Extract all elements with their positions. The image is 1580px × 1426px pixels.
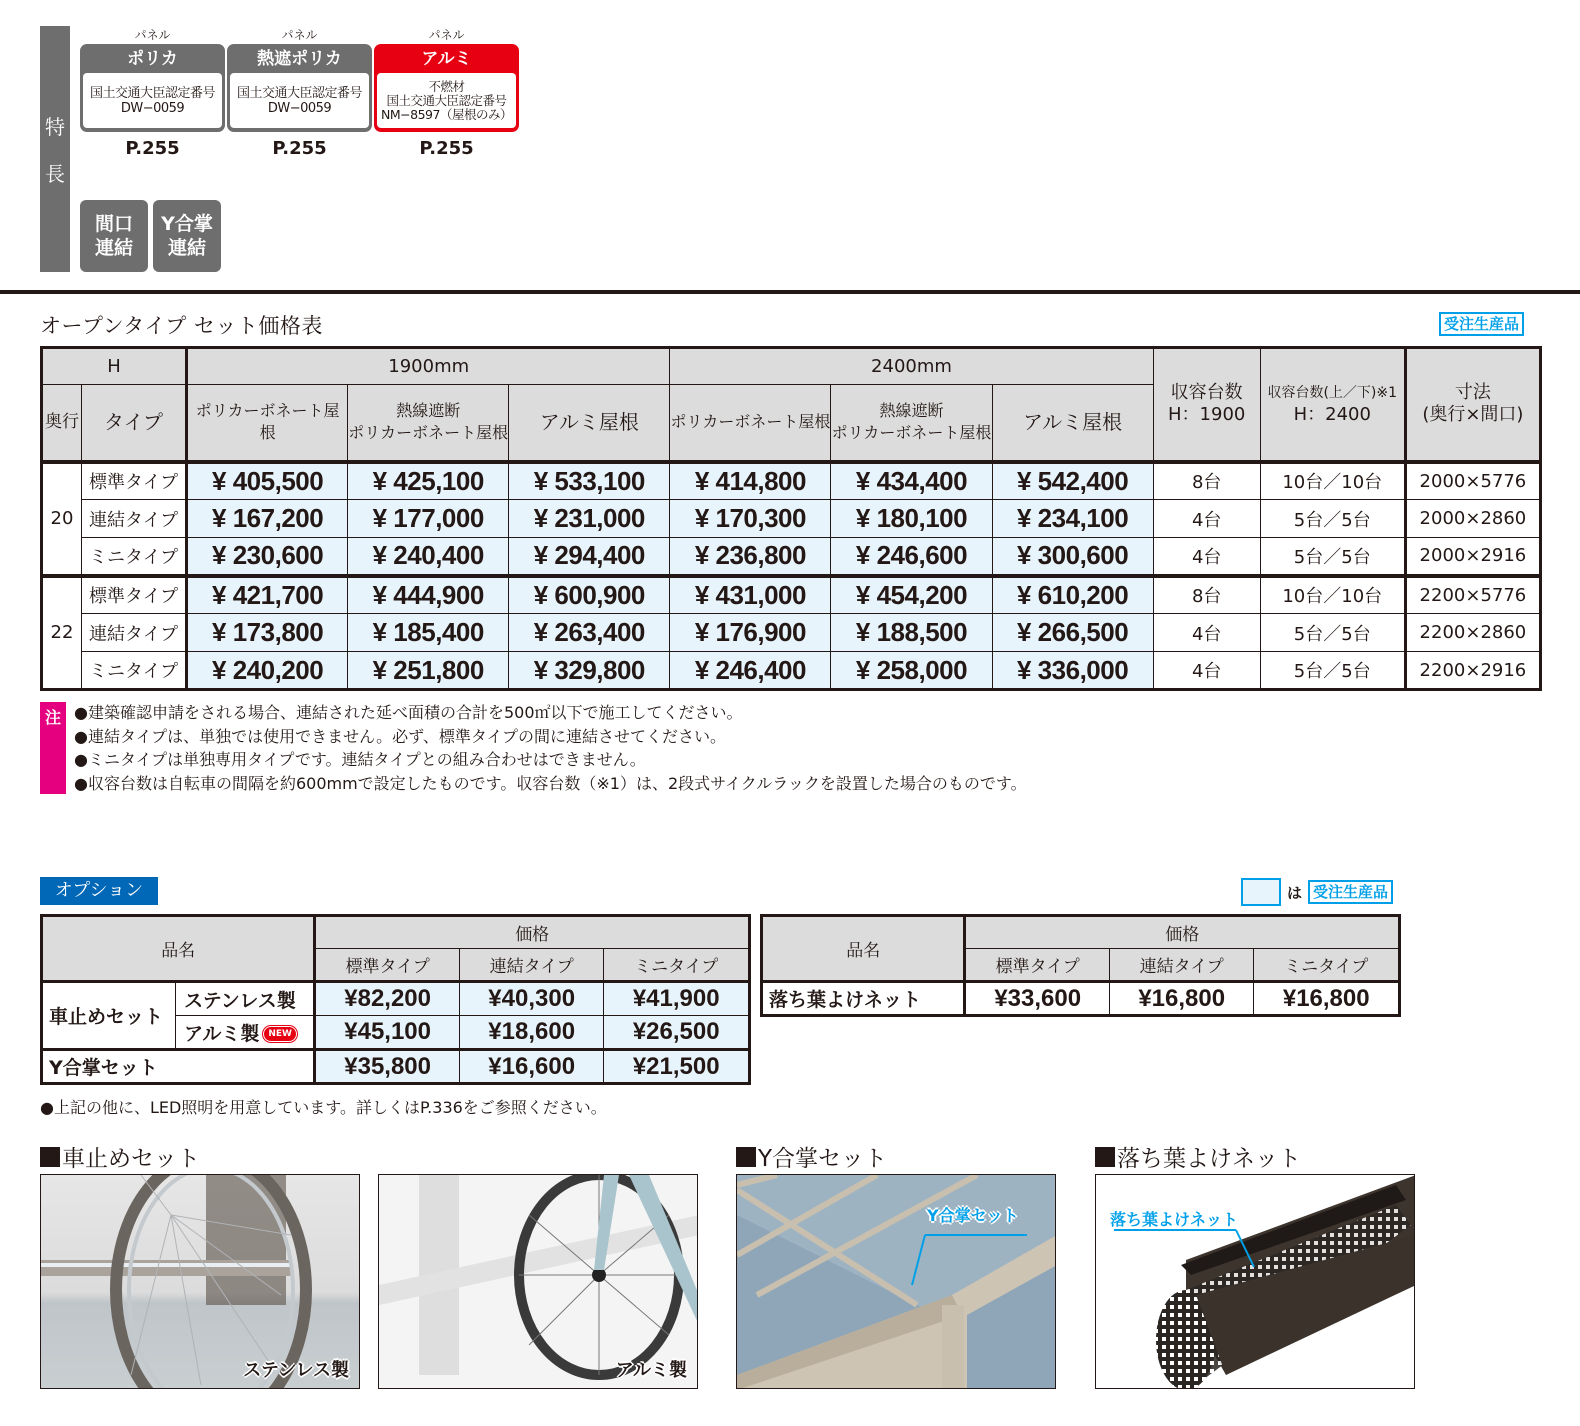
features-side-label	[40, 26, 70, 272]
panel-body-line: 国土交通大臣認定番号	[89, 85, 215, 101]
size-cell: 2000×2916	[1405, 538, 1540, 576]
legend-swatch	[1241, 878, 1281, 906]
panel-caption: パネル	[428, 28, 465, 42]
price-cell: ¥41,900	[604, 982, 750, 1016]
panel-body	[230, 73, 369, 128]
header-line: 収容台数	[1170, 382, 1243, 404]
square-bullet-icon	[1095, 1147, 1115, 1167]
header-line: 収容台数(上／下)※1	[1267, 385, 1398, 402]
note-mark: 注	[40, 702, 66, 794]
table-row	[762, 982, 1400, 1016]
capacity-cell: 10台／10台	[1260, 576, 1405, 614]
y-gassho-photo	[736, 1174, 1056, 1389]
leaf-net-title	[1095, 1140, 1301, 1173]
table-row	[42, 652, 1541, 690]
panel-body	[377, 73, 516, 128]
header-linked: 連結タイプ	[459, 949, 604, 982]
price-cell: ¥35,800	[315, 1050, 460, 1084]
capacity-cell: 5台／5台	[1260, 500, 1405, 538]
price-table	[40, 346, 1542, 691]
panel-body	[83, 73, 222, 128]
panel-page-ref[interactable]: P.255	[419, 138, 474, 159]
header-line: 熱線遮断	[879, 401, 944, 421]
capacity-cell: 4台	[1153, 614, 1260, 652]
options-table-left	[40, 914, 751, 1085]
made-to-order-badge: 受注生産品	[1439, 312, 1524, 336]
size-cell: 2200×2860	[1405, 614, 1540, 652]
price-cell: ¥ 600,900	[509, 576, 670, 614]
header-capacity-1900	[1153, 348, 1260, 462]
price-cell: ¥40,300	[459, 982, 604, 1016]
header-linked: 連結タイプ	[1109, 949, 1254, 982]
capacity-cell: 4台	[1153, 538, 1260, 576]
panel-body-line: DW−0059	[267, 100, 332, 116]
square-bullet-icon	[40, 1147, 60, 1167]
table-row	[42, 462, 1541, 500]
type-cell: 連結タイプ	[82, 500, 187, 538]
size-cell: 2000×2860	[1405, 500, 1540, 538]
header-roof-poly-2400: ポリカーボネート屋根	[670, 385, 831, 462]
price-cell: ¥ 234,100	[992, 500, 1153, 538]
side-label-char: 長	[45, 162, 65, 186]
table-row	[42, 576, 1541, 614]
price-cell: ¥ 236,800	[670, 538, 831, 576]
note-item: ●収容台数は自転車の間隔を約600mmで設定したものです。収容台数（※1）は、2段式サイクルラックを設置した場合のものです。	[74, 773, 1027, 793]
side-label-char: 特	[45, 115, 65, 139]
price-cell: ¥ 231,000	[509, 500, 670, 538]
type-cell: ミニタイプ	[82, 652, 187, 690]
header-standard: 標準タイプ	[315, 949, 460, 982]
panel-heat-polyca	[227, 26, 372, 159]
capacity-cell: 8台	[1153, 462, 1260, 500]
price-cell: ¥ 246,600	[831, 538, 992, 576]
y-gassho-label: Y合掌セット	[42, 1050, 315, 1084]
panel-box	[80, 44, 225, 132]
variant-cell	[176, 1016, 315, 1050]
title-text: 車止めセット	[62, 1146, 200, 1172]
depth-cell: 22	[42, 576, 82, 690]
wheel-stop-stainless-photo	[40, 1174, 360, 1389]
panel-caption: パネル	[134, 28, 171, 42]
table-row	[42, 614, 1541, 652]
price-cell: ¥33,600	[965, 982, 1110, 1016]
price-cell: ¥ 425,100	[348, 462, 509, 500]
header-price: 価格	[965, 916, 1400, 949]
tag-line: Y合掌	[161, 213, 213, 235]
capacity-cell: 5台／5台	[1260, 538, 1405, 576]
section-divider	[0, 290, 1580, 294]
header-line: 寸法	[1454, 382, 1491, 404]
panel-body-line: 国土交通大臣認定番号	[236, 85, 362, 101]
price-cell: ¥ 336,000	[992, 652, 1153, 690]
panel-page-ref[interactable]: P.255	[272, 138, 327, 159]
options-table-right	[760, 914, 1401, 1017]
capacity-cell: 4台	[1153, 500, 1260, 538]
price-table-title: オープンタイプ セット価格表	[40, 314, 323, 338]
wheel-stop-alumi-photo	[378, 1174, 698, 1389]
panel-body-line: NM−8597（屋根のみ）	[381, 106, 512, 122]
header-name: 品名	[762, 916, 965, 982]
price-cell: ¥ 246,400	[670, 652, 831, 690]
size-cell: 2200×2916	[1405, 652, 1540, 690]
title-text: Y合掌セット	[758, 1146, 888, 1172]
price-cell: ¥ 230,600	[187, 538, 348, 576]
price-cell: ¥ 170,300	[670, 500, 831, 538]
photo-label: ステンレス製	[243, 1360, 349, 1381]
header-h: H	[42, 348, 187, 385]
header-depth: 奥行	[42, 385, 82, 462]
price-cell: ¥ 405,500	[187, 462, 348, 500]
header-name: 品名	[42, 916, 315, 982]
panel-caption: パネル	[281, 28, 318, 42]
capacity-cell: 4台	[1153, 652, 1260, 690]
price-cell: ¥ 300,600	[992, 538, 1153, 576]
size-cell: 2000×5776	[1405, 462, 1540, 500]
capacity-cell: 5台／5台	[1260, 614, 1405, 652]
price-cell: ¥18,600	[459, 1016, 604, 1050]
price-cell: ¥ 444,900	[348, 576, 509, 614]
price-cell: ¥ 266,500	[992, 614, 1153, 652]
header-group-2400: 2400mm	[670, 348, 1153, 385]
made-to-order-badge: 受注生産品	[1308, 880, 1393, 904]
header-type: タイプ	[82, 385, 187, 462]
notes-list	[74, 701, 1027, 795]
header-roof-heat-2400	[831, 385, 992, 462]
panel-page-ref[interactable]: P.255	[125, 138, 180, 159]
header-size	[1405, 348, 1540, 462]
table-row	[42, 1050, 750, 1084]
variant-label: アルミ製	[184, 1022, 260, 1045]
header-roof-alumi-2400: アルミ屋根	[992, 385, 1153, 462]
header-line: ポリカーボネート屋根	[348, 423, 509, 443]
price-cell: ¥ 263,400	[509, 614, 670, 652]
price-cell: ¥ 240,200	[187, 652, 348, 690]
header-roof-alumi-1900: アルミ屋根	[509, 385, 670, 462]
capacity-cell: 10台／10台	[1260, 462, 1405, 500]
variant-cell: ステンレス製	[176, 982, 315, 1016]
type-cell: 標準タイプ	[82, 462, 187, 500]
panel-box	[227, 44, 372, 132]
title-text: 落ち葉よけネット	[1117, 1146, 1301, 1172]
price-cell: ¥82,200	[315, 982, 460, 1016]
price-cell: ¥ 533,100	[509, 462, 670, 500]
note-item: ●連結タイプは、単独では使用できません。必ず、標準タイプの間に連結させてください。	[74, 726, 727, 746]
header-mini: ミニタイプ	[1254, 949, 1400, 982]
leaf-net-photo	[1095, 1174, 1415, 1389]
leaf-net-label: 落ち葉よけネット	[762, 982, 965, 1016]
note-item: ●建築確認申請をされる場合、連結された延べ面積の合計を500㎡以下で施工してください。	[74, 703, 743, 722]
price-cell: ¥ 454,200	[831, 576, 992, 614]
type-cell: ミニタイプ	[82, 538, 187, 576]
price-cell: ¥ 188,500	[831, 614, 992, 652]
table-row	[42, 500, 1541, 538]
header-line: 熱線遮断	[396, 401, 461, 421]
price-cell: ¥ 167,200	[187, 500, 348, 538]
price-cell: ¥ 610,200	[992, 576, 1153, 614]
panel-polyca	[80, 26, 225, 159]
header-price: 価格	[315, 916, 750, 949]
tag-line: 間口	[94, 213, 133, 235]
price-cell: ¥ 431,000	[670, 576, 831, 614]
legend-text: は	[1287, 883, 1303, 902]
leaf-net-callout: 落ち葉よけネット	[1110, 1210, 1239, 1229]
header-line: H：2400	[1293, 404, 1371, 426]
y-gassho-callout: Y合掌セット	[927, 1206, 1019, 1225]
price-cell: ¥26,500	[604, 1016, 750, 1050]
price-cell: ¥ 176,900	[670, 614, 831, 652]
size-cell: 2200×5776	[1405, 576, 1540, 614]
new-badge: NEW	[263, 1026, 297, 1042]
panel-body-line: 国土交通大臣認定番号	[386, 92, 507, 108]
price-cell: ¥ 251,800	[348, 652, 509, 690]
table-row	[42, 982, 750, 1016]
price-cell: ¥ 434,400	[831, 462, 992, 500]
price-cell: ¥ 258,000	[831, 652, 992, 690]
price-cell: ¥ 173,800	[187, 614, 348, 652]
panel-box	[374, 44, 519, 132]
header-mini: ミニタイプ	[604, 949, 750, 982]
header-group-1900: 1900mm	[187, 348, 670, 385]
table-row	[42, 538, 1541, 576]
header-roof-heat-1900	[348, 385, 509, 462]
tag-frontage-link	[80, 200, 148, 272]
price-cell: ¥45,100	[315, 1016, 460, 1050]
price-cell: ¥ 294,400	[509, 538, 670, 576]
note-item: ●ミニタイプは単独専用タイプです。連結タイプとの組み合わせはできません。	[74, 750, 646, 769]
header-line: ポリカーボネート屋根	[831, 423, 992, 443]
header-standard: 標準タイプ	[965, 949, 1110, 982]
options-badge: オプション	[40, 877, 158, 905]
price-cell: ¥ 542,400	[992, 462, 1153, 500]
header-line: H：1900	[1168, 404, 1246, 426]
header-roof-poly-1900: ポリカーボネート屋根	[187, 385, 348, 462]
panel-body-line: 不燃材	[428, 78, 465, 94]
made-to-order-legend	[1241, 878, 1393, 906]
panel-body-line: DW−0059	[120, 100, 185, 116]
price-cell: ¥ 414,800	[670, 462, 831, 500]
panel-title: 熱遮ポリカ	[257, 49, 342, 69]
photo-label: アルミ製	[615, 1360, 687, 1381]
header-capacity-2400	[1260, 348, 1405, 462]
tag-y-gassho-link	[153, 200, 221, 272]
wheel-stop-label: 車止めセット	[42, 982, 176, 1050]
price-cell: ¥16,600	[459, 1050, 604, 1084]
panel-alumi	[374, 26, 519, 159]
price-cell: ¥16,800	[1254, 982, 1400, 1016]
tag-line: 連結	[94, 237, 133, 259]
price-cell: ¥ 421,700	[187, 576, 348, 614]
options-footnote: ●上記の他に、LED照明を用意しています。詳しくはP.336をご参照ください。	[40, 1098, 607, 1117]
type-cell: 連結タイプ	[82, 614, 187, 652]
wheel-stop-title	[40, 1140, 200, 1173]
panel-title: ポリカ	[127, 49, 178, 69]
capacity-cell: 8台	[1153, 576, 1260, 614]
y-gassho-title	[736, 1140, 887, 1173]
price-cell: ¥ 185,400	[348, 614, 509, 652]
price-cell: ¥16,800	[1109, 982, 1254, 1016]
tag-line: 連結	[167, 237, 206, 259]
price-cell: ¥ 240,400	[348, 538, 509, 576]
capacity-cell: 5台／5台	[1260, 652, 1405, 690]
square-bullet-icon	[736, 1147, 756, 1167]
price-cell: ¥21,500	[604, 1050, 750, 1084]
price-cell: ¥ 177,000	[348, 500, 509, 538]
depth-cell: 20	[42, 462, 82, 576]
header-line: (奥行×間口)	[1422, 404, 1524, 426]
type-cell: 標準タイプ	[82, 576, 187, 614]
price-cell: ¥ 180,100	[831, 500, 992, 538]
panel-title: アルミ	[421, 49, 472, 69]
price-cell: ¥ 329,800	[509, 652, 670, 690]
